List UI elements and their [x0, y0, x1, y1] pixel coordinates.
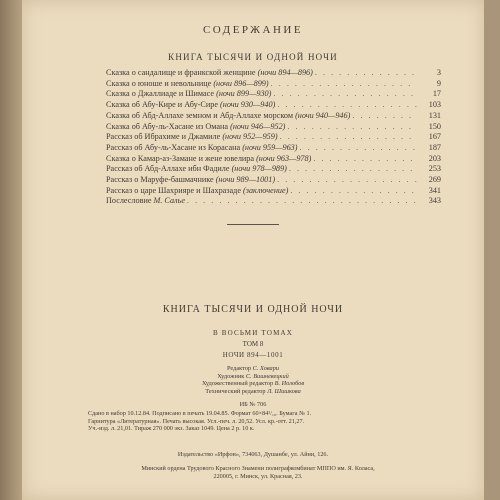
leader-dots: [352, 111, 417, 122]
toc-entry-title: Рассказ об Ибрахиме и Джамиле: [106, 132, 221, 142]
printer-line: 220005, г. Минск, ул. Красная, 23.: [213, 472, 303, 480]
toc-entry: [106, 186, 441, 197]
leader-dots: [300, 143, 418, 154]
imprint-nights-range: НОЧИ 894—1001: [222, 351, 284, 359]
toc-entry-note: (ночи 930—940): [220, 100, 276, 110]
toc-entry: [106, 89, 441, 100]
toc-entry-title: Сказка об Абу-ль-Хасане из Омана: [106, 121, 229, 131]
printer-line: Минский ордена Трудового Красного Знамени полиграфкомбинат МППО им. Я. Коласа,: [141, 465, 375, 472]
credit-name: С. Вишневецкий: [245, 372, 289, 380]
publisher-address: Издательство «Ирфон», 734063, Душанбе, ул. Айни, 126.: [177, 451, 329, 458]
toc-entry-title: Сказка об Абу-Кире и Абу-Сире: [106, 100, 218, 110]
toc-entry-title: Рассказ о Маруфе-башмачнике: [106, 175, 214, 185]
toc-entry-title: Сказка о Джаллиаде и Шимасе: [106, 89, 215, 99]
toc-entry-note: М. Салье: [153, 196, 185, 206]
toc-entry: [106, 196, 441, 207]
toc-page-number: 167: [428, 132, 441, 142]
credit-role: Художественный редактор: [201, 380, 274, 388]
toc-entry-title: Сказка о Камар-аз-Замане и жене ювелира: [106, 153, 255, 163]
section-divider: [227, 224, 279, 225]
leader-dots: [289, 164, 417, 175]
imprint-book-title: КНИГА ТЫСЯЧИ И ОДНОЙ НОЧИ: [162, 304, 344, 315]
contents-title: СОДЕРЖАНИЕ: [202, 24, 304, 36]
toc-page-number: 341: [428, 185, 441, 195]
toc-entry-title: Рассказ о царе Шахрияре и Шахразаде: [106, 185, 241, 195]
toc-entry: [106, 100, 441, 111]
toc-entry-title: Рассказ об Абу-ль-Хасане из Корасана: [106, 142, 241, 152]
toc-entry-note: (ночи 952—959): [222, 132, 278, 142]
imprint-volume-number: ТОМ 8: [242, 340, 264, 348]
credit-role: Технический редактор: [205, 387, 266, 395]
toc-entry: [106, 111, 441, 122]
toc-page-number: 269: [428, 175, 441, 185]
toc-entry-note: (ночи 959—963): [242, 142, 298, 152]
table-of-contents: [106, 68, 441, 207]
toc-page-number: 187: [428, 142, 441, 152]
toc-entry: [106, 175, 441, 186]
toc-entry: [106, 68, 441, 79]
toc-page-number: 131: [428, 110, 441, 120]
toc-entry-title: Сказка об Абд-Аллахе земном и Абд-Аллахе морском: [106, 110, 294, 120]
printing-details-line: Сдано в набор 10.12.84. Подписано в печать 19.04.85. Формат 60×84¹/₁₆. Бумага № 1.: [88, 410, 312, 417]
credit-line: [22, 365, 484, 373]
toc-page-number: 203: [428, 153, 441, 163]
toc-entry-title: Рассказ об Абд-Аллахе ибн Фадиле: [106, 164, 230, 174]
credit-name: Л. Шишкова: [267, 387, 301, 395]
credit-role: Редактор: [226, 365, 252, 372]
leader-dots: [280, 132, 417, 143]
printer-address: [88, 465, 428, 480]
toc-entry-note: (ночи 896—899): [213, 78, 269, 88]
printing-details-line: Уч.-изд. л. 21,01. Тираж 270 000 экз. Заказ 1049. Цена 2 р. 10 к.: [88, 425, 255, 432]
toc-entry: [106, 79, 441, 90]
toc-entry-title: Сказка о юноше и невольнице: [106, 78, 212, 88]
toc-page-number: 9: [436, 78, 441, 88]
printing-details: [88, 410, 428, 433]
toc-entry-note: (ночи 940—946): [295, 110, 351, 120]
printing-details-line: Гарнитура «Литературная». Печать высокая. Усл.-печ. л. 20,52. Усл. кр.-отт. 21,27.: [88, 417, 305, 425]
toc-page-number: 17: [432, 89, 441, 99]
imprint-credits: [22, 365, 484, 395]
toc-entry-note: (ночи 899—930): [216, 89, 272, 99]
contents-subtitle: КНИГА ТЫСЯЧИ И ОДНОЙ НОЧИ: [168, 52, 338, 62]
toc-entry-note: (заключение): [243, 185, 289, 195]
toc-page-number: 253: [428, 164, 441, 174]
toc-page-number: 150: [428, 121, 441, 131]
toc-entry-note: (ночи 978—989): [231, 164, 287, 174]
imprint-volumes: В ВОСЬМИ ТОМАХ: [212, 329, 294, 337]
leader-dots: [273, 89, 417, 100]
credit-line: [22, 388, 484, 396]
toc-entry: [106, 143, 441, 154]
leader-dots: [187, 196, 417, 207]
toc-entry-note: (ночи 963—978): [256, 153, 312, 163]
credit-name: С. Ховари: [252, 365, 279, 372]
toc-entry-title: Послесловие: [106, 196, 152, 206]
leader-dots: [287, 122, 417, 133]
toc-page-number: 3: [436, 68, 441, 77]
toc-page-number: 103: [428, 100, 441, 110]
toc-entry: [106, 164, 441, 175]
toc-entry: [106, 132, 441, 143]
toc-entry: [106, 154, 441, 165]
toc-entry-title: Сказка о сандалище и франкской женщине: [106, 68, 256, 77]
toc-entry: [106, 122, 441, 133]
credit-line: [22, 380, 484, 388]
credit-name: В. Иолобов: [274, 380, 305, 388]
leader-dots: [290, 186, 417, 197]
leader-dots: [315, 68, 417, 79]
leader-dots: [277, 175, 417, 186]
leader-dots: [277, 100, 417, 111]
toc-entry-note: (ночи 946—952): [230, 121, 286, 131]
toc-entry-note: (ночи 894—896): [257, 68, 313, 77]
leader-dots: [313, 154, 417, 165]
credit-role: Художник: [217, 372, 245, 380]
book-gutter-shadow: [0, 0, 22, 500]
book-page: [22, 0, 484, 500]
ib-number: ИБ № 706: [239, 401, 267, 408]
toc-entry-note: (ночи 989—1001): [215, 175, 276, 185]
toc-page-number: 343: [428, 196, 441, 206]
credit-line: [22, 373, 484, 381]
leader-dots: [271, 79, 417, 90]
